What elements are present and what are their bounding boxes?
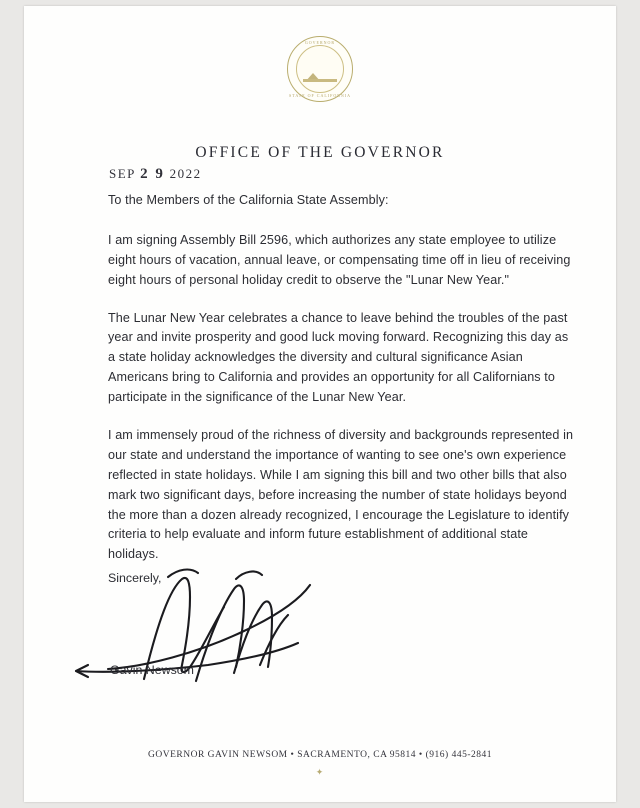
body-paragraph-3: I am immensely proud of the richness of diversity and backgrounds represented in our state and understand the importance of wanting to see one's own experience reflected in state holidays. While I am signing this bill and two other bills that also mark two significant days, before increasing the number of state holidays beyond the more than a dozen already recognized, I encourage the Legislature to identify criteria to help evaluate and inform future establishment of additional state holidays. [108, 428, 574, 562]
date-year: 2022 [169, 166, 202, 181]
footer-seal-mark-icon: ✦ [315, 767, 325, 777]
footer-contact: GOVERNOR GAVIN NEWSOM • SACRAMENTO, CA 95814 • (916) 445-2841 [148, 750, 492, 760]
signature-name: Gavin Newsom [110, 663, 195, 677]
page-title: OFFICE OF THE GOVERNOR [195, 144, 445, 161]
letter-body [108, 191, 575, 583]
signature-area [108, 571, 408, 691]
salutation: To the Members of the California State Assembly: [108, 193, 389, 207]
seal-ground [303, 79, 337, 82]
body-paragraph-2: The Lunar New Year celebrates a chance to leave behind the troubles of the past year and invite prosperity and good luck moving forward. Recognizing this day as a state holiday acknowledges the diversity and cultural significance Asian Americans bring to California and provides an opportunity for all Californians to participate in the significance of the Lunar New Year. [108, 310, 569, 405]
date-month: SEP [109, 166, 136, 181]
seal-container [24, 36, 616, 102]
seal-arc-top-text: GOVERNOR [304, 40, 336, 45]
signature-icon [48, 561, 378, 691]
seal-arc-bottom-text: STATE OF CALIFORNIA [288, 93, 351, 98]
closing-text: Sincerely, [108, 571, 162, 585]
seal-inner-ring [296, 45, 344, 93]
letter-date [109, 166, 202, 183]
date-day: 2 9 [140, 166, 165, 182]
letter-sheet [24, 6, 616, 802]
seal-scene [303, 66, 337, 82]
california-state-seal-icon [287, 36, 353, 102]
body-paragraph-1: I am signing Assembly Bill 2596, which authorizes any state employee to utilize eight hours of vacation, annual leave, or compensating time off in lieu of receiving eight hours of personal holiday credit to observe the "Lunar New Year." [108, 232, 571, 287]
